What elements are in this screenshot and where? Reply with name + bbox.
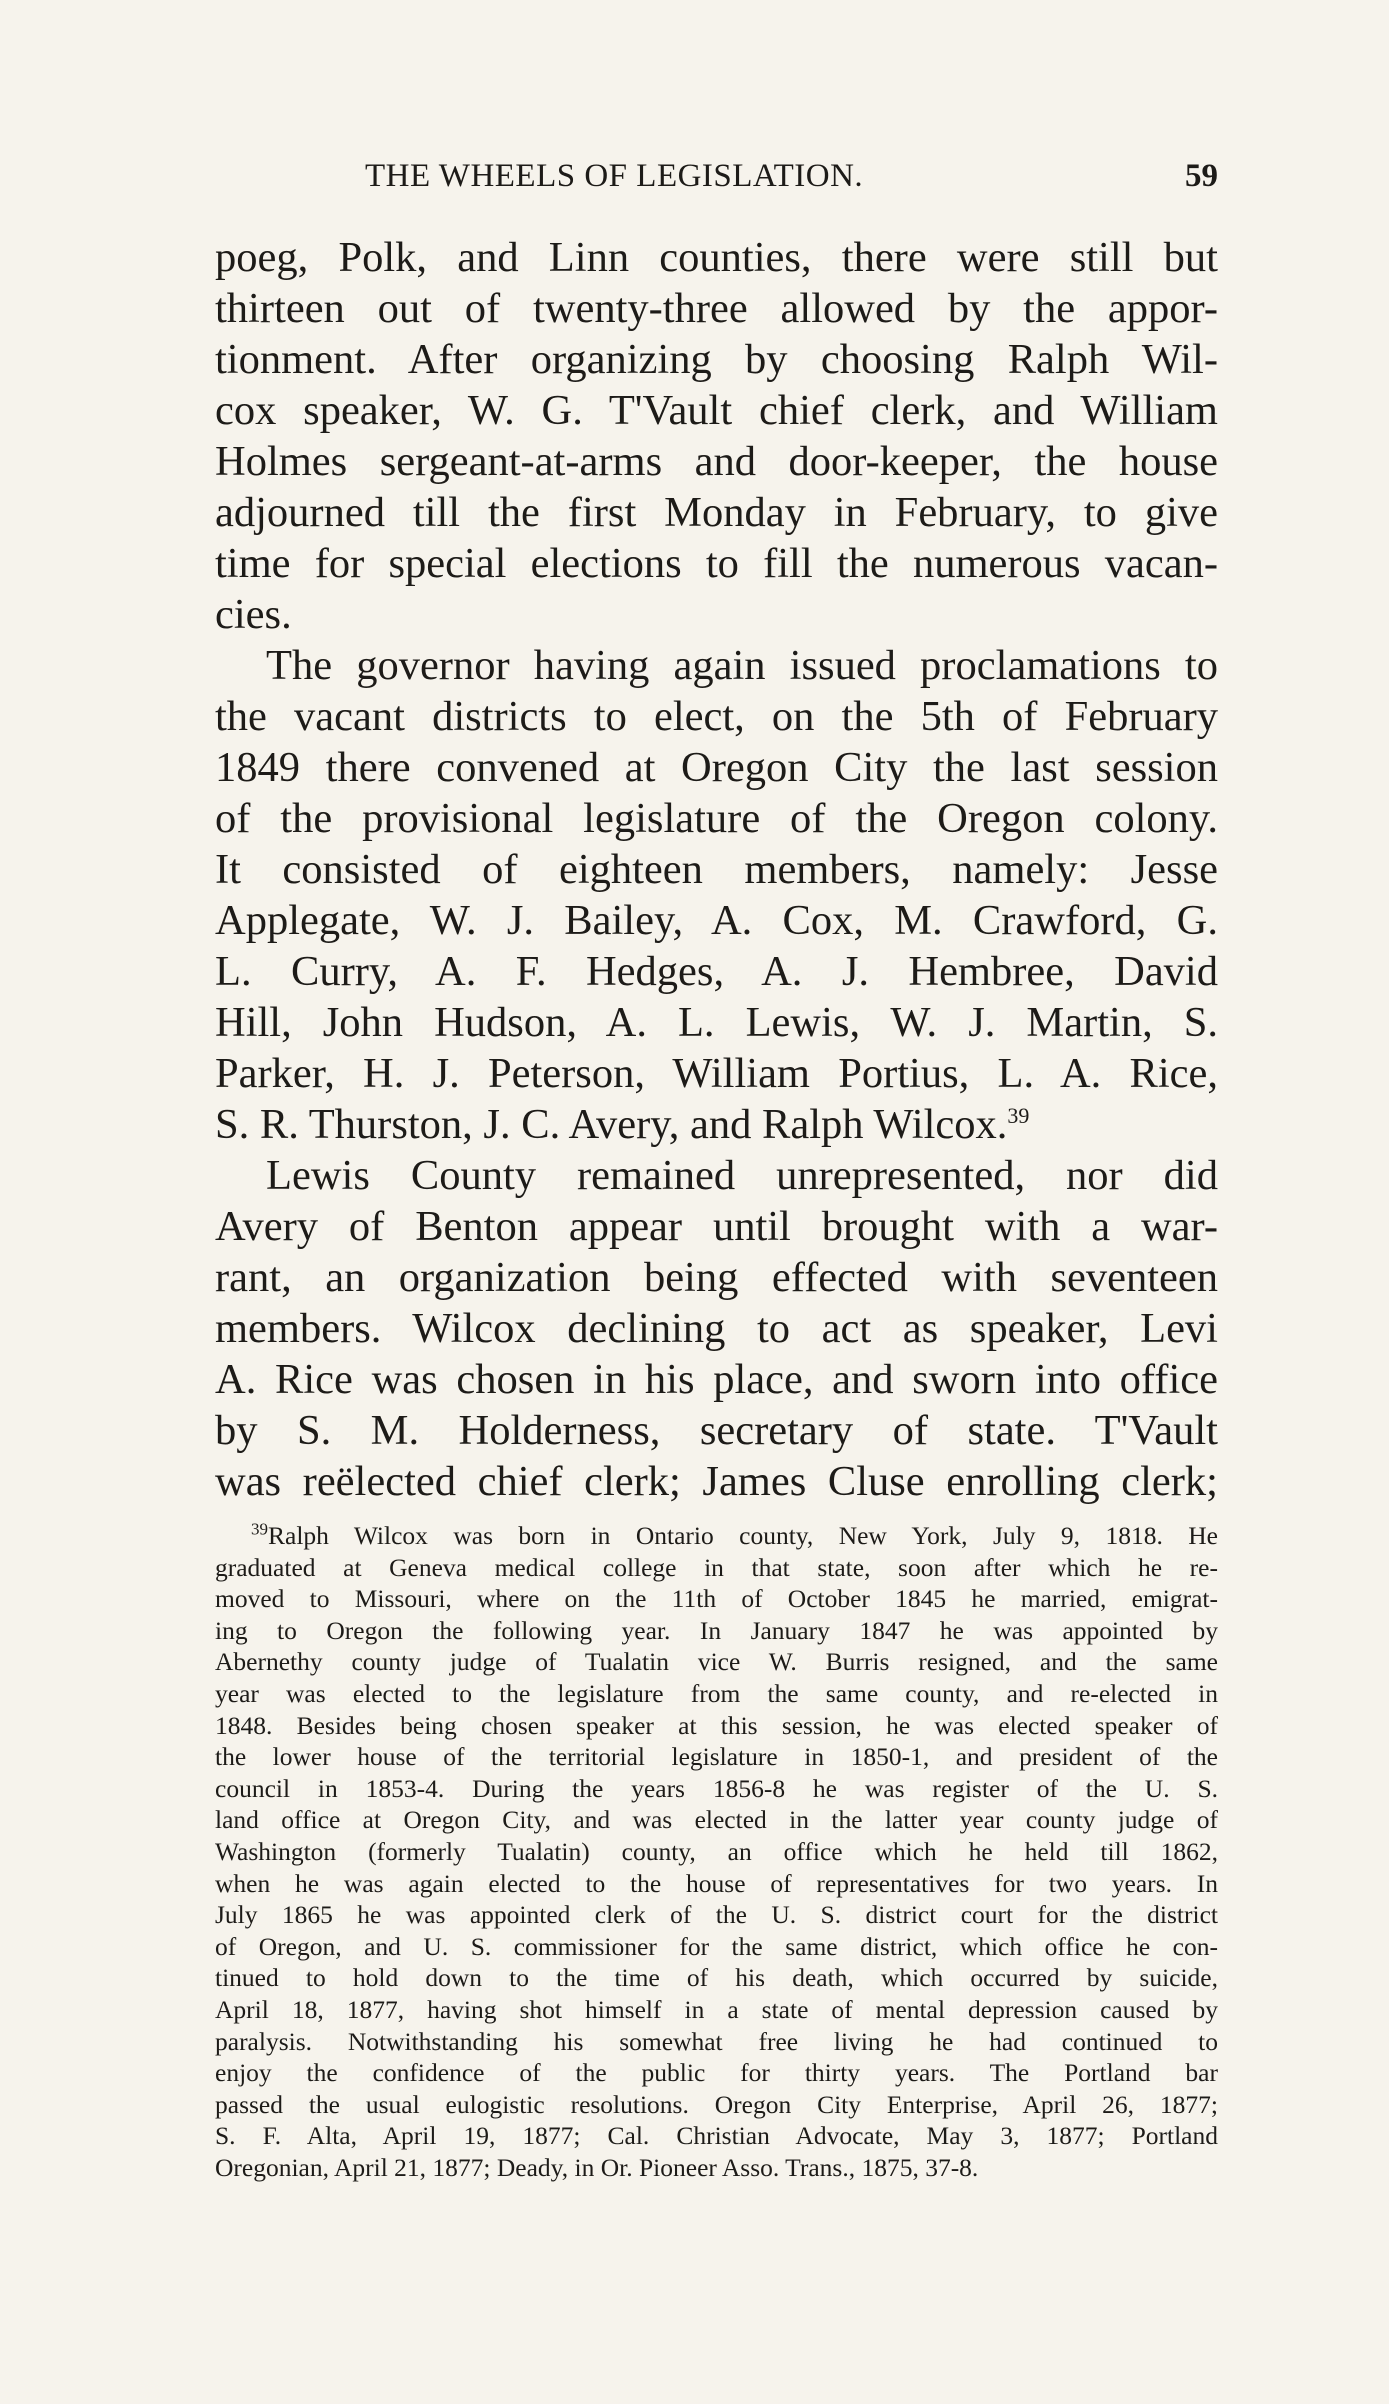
footnote-line: July 1865 he was appointed clerk of the U. S. district court for the district bbox=[215, 1900, 1218, 1930]
body-line-text: S. R. Thurston, J. C. Avery, and Ralph Wilcox. bbox=[215, 1101, 1008, 1148]
footnote-line: of Oregon, and U. S. commissioner for the same district, which office he con- bbox=[215, 1931, 1218, 1961]
footnote-mark: 39 bbox=[251, 1519, 268, 1539]
body-line: tionment. After organizing by choosing Ralph Wil- bbox=[215, 336, 1218, 383]
footnote-line: April 18, 1877, having shot himself in a state of mental depression caused by bbox=[215, 1994, 1218, 2024]
body-line: Parker, H. J. Peterson, William Portius, L. A. Rice, bbox=[215, 1050, 1218, 1097]
footnote-first-line bbox=[215, 1520, 1218, 1552]
body-line: the vacant districts to elect, on the 5th of February bbox=[215, 693, 1218, 740]
body-line: was reëlected chief clerk; James Cluse enrolling clerk; bbox=[215, 1458, 1218, 1505]
footnote-line: enjoy the confidence of the public for thirty years. The Portland bar bbox=[215, 2058, 1218, 2088]
footnote-line: land office at Oregon City, and was elected in the latter year county judge of bbox=[215, 1805, 1218, 1835]
footnote-line: Abernethy county judge of Tualatin vice W. Burris resigned, and the same bbox=[215, 1647, 1218, 1677]
body-line: of the provisional legislature of the Oregon colony. bbox=[215, 795, 1218, 842]
body-line: adjourned till the first Monday in February, to give bbox=[215, 489, 1218, 536]
body-line: members. Wilcox declining to act as speaker, Levi bbox=[215, 1305, 1218, 1352]
body-line: Avery of Benton appear until brought with a war- bbox=[215, 1203, 1218, 1250]
body-line: 1849 there convened at Oregon City the last session bbox=[215, 744, 1218, 791]
footnote-reference[interactable]: 39 bbox=[1007, 1102, 1030, 1128]
footnote-line: year was elected to the legislature from the same county, and re-elected in bbox=[215, 1678, 1218, 1708]
running-head: THE WHEELS OF LEGISLATION. bbox=[365, 158, 864, 194]
footnote-line: paralysis. Notwithstanding his somewhat free living he had continued to bbox=[215, 2026, 1218, 2056]
footnote-line: S. F. Alta, April 19, 1877; Cal. Christian Advocate, May 3, 1877; Portland bbox=[215, 2121, 1218, 2151]
body-line: rant, an organization being effected with seventeen bbox=[215, 1254, 1218, 1301]
body-line: poeg, Polk, and Linn counties, there were still but bbox=[215, 234, 1218, 281]
body-line: Applegate, W. J. Bailey, A. Cox, M. Crawford, G. bbox=[215, 897, 1218, 944]
body-line: time for special elections to fill the numerous vacan- bbox=[215, 540, 1218, 587]
body-line: Hill, John Hudson, A. L. Lewis, W. J. Martin, S. bbox=[215, 999, 1218, 1046]
body-line: The governor having again issued proclamations to bbox=[266, 642, 1218, 689]
body-line: Lewis County remained unrepresented, nor did bbox=[266, 1152, 1218, 1199]
body-line: thirteen out of twenty-three allowed by the appor- bbox=[215, 285, 1218, 332]
body-text bbox=[215, 232, 1218, 1507]
footnote-line: council in 1853-4. During the years 1856-8 he was register of the U. S. bbox=[215, 1773, 1218, 1803]
footnote-line: Oregonian, April 21, 1877; Deady, in Or. Pioneer Asso. Trans., 1875, 37-8. bbox=[215, 2152, 979, 2182]
footnote bbox=[215, 1520, 1218, 2183]
footnote-line: tinued to hold down to the time of his death, which occurred by suicide, bbox=[215, 1963, 1218, 1993]
footnote-line: passed the usual eulogistic resolutions. Oregon City Enterprise, April 26, 1877; bbox=[215, 2089, 1218, 2119]
page-header bbox=[215, 158, 1218, 198]
body-line: by S. M. Holderness, secretary of state. T'Vault bbox=[215, 1407, 1218, 1454]
body-line: It consisted of eighteen members, namely: Jesse bbox=[215, 846, 1218, 893]
footnote-line: ing to Oregon the following year. In January 1847 he was appointed by bbox=[215, 1615, 1218, 1645]
footnote-line: graduated at Geneva medical college in that state, soon after which he re- bbox=[215, 1552, 1218, 1582]
page-number: 59 bbox=[1185, 158, 1218, 194]
footnote-line: when he was again elected to the house of representatives for two years. In bbox=[215, 1868, 1218, 1898]
body-line: L. Curry, A. F. Hedges, A. J. Hembree, David bbox=[215, 948, 1218, 995]
footnote-line: 1848. Besides being chosen speaker at this session, he was elected speaker of bbox=[215, 1710, 1218, 1740]
body-line: Holmes sergeant-at-arms and door-keeper, the house bbox=[215, 438, 1218, 485]
footnote-line: Washington (formerly Tualatin) county, an office which he held till 1862, bbox=[215, 1836, 1218, 1866]
footnote-line: moved to Missouri, where on the 11th of October 1845 he married, emigrat- bbox=[215, 1584, 1218, 1614]
body-line: cox speaker, W. G. T'Vault chief clerk, and William bbox=[215, 387, 1218, 434]
body-line-with-footnote-ref bbox=[215, 1099, 1218, 1150]
footnote-line-text: Ralph Wilcox was born in Ontario county, New York, July 9, 1818. He bbox=[268, 1521, 1218, 1550]
body-line: A. Rice was chosen in his place, and sworn into office bbox=[215, 1356, 1218, 1403]
footnote-line: the lower house of the territorial legislature in 1850-1, and president of the bbox=[215, 1742, 1218, 1772]
body-line: cies. bbox=[215, 591, 292, 638]
